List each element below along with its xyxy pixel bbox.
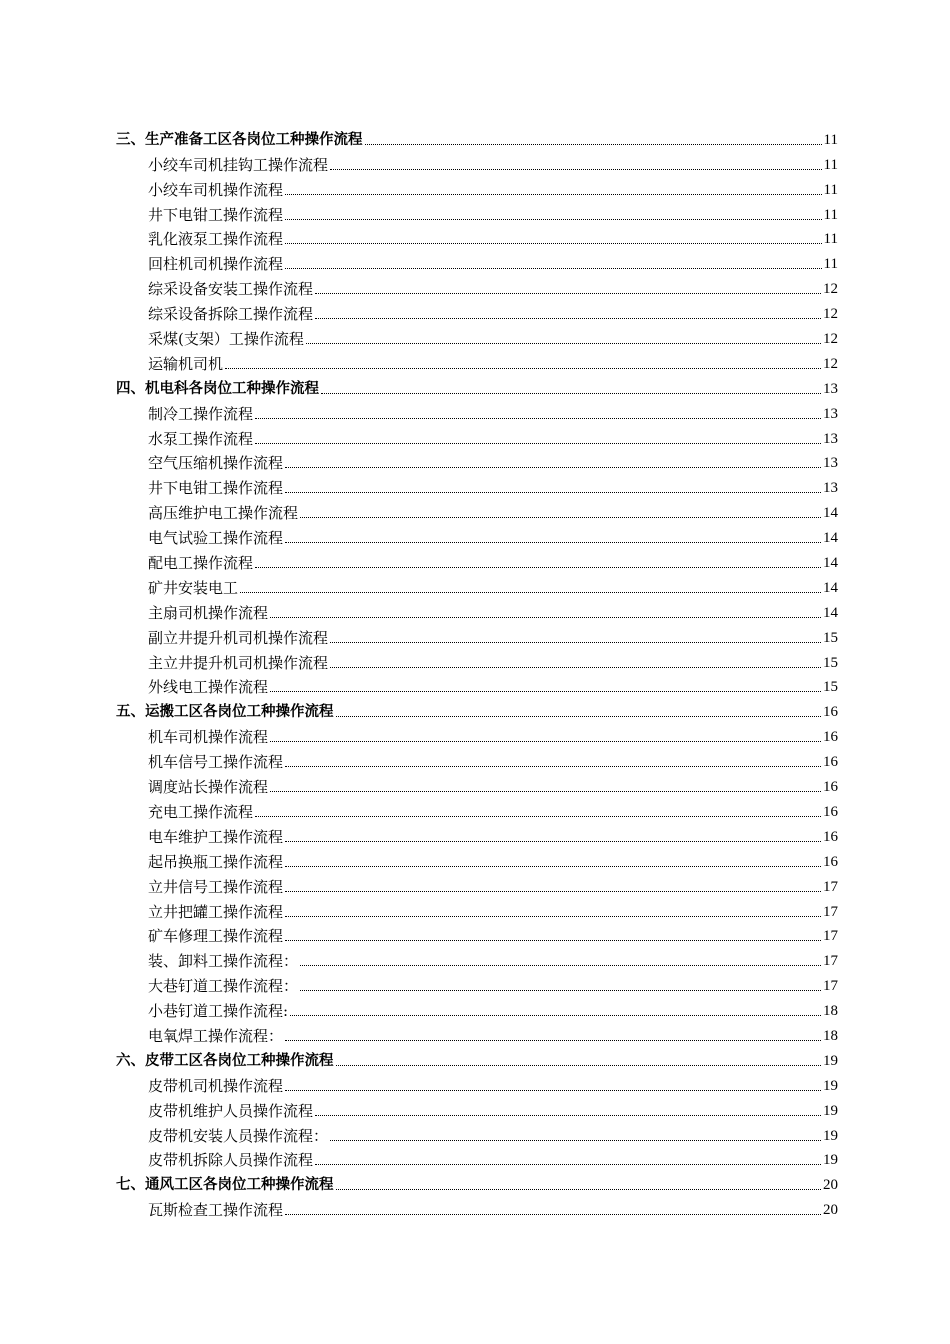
toc-dot-leader bbox=[285, 268, 822, 269]
toc-entry-title: 充电工操作流程 bbox=[148, 802, 254, 821]
toc-page-number: 16 bbox=[823, 779, 838, 796]
toc-dot-leader bbox=[336, 1065, 822, 1066]
toc-dot-leader bbox=[365, 144, 822, 145]
toc-dot-leader bbox=[315, 318, 821, 319]
toc-entry-title: 小绞车司机操作流程 bbox=[148, 180, 284, 199]
toc-page-number: 17 bbox=[823, 878, 838, 895]
toc-dot-leader bbox=[285, 841, 821, 842]
toc-dot-leader bbox=[270, 691, 821, 692]
toc-dot-leader bbox=[255, 567, 821, 568]
toc-entry[interactable] bbox=[116, 547, 838, 572]
toc-entry-title: 主扇司机操作流程 bbox=[148, 603, 269, 622]
toc-entry[interactable] bbox=[116, 1095, 838, 1120]
toc-dot-leader bbox=[285, 243, 822, 244]
toc-entry-title: 乳化液泵工操作流程 bbox=[148, 230, 284, 249]
toc-dot-leader bbox=[315, 1115, 821, 1116]
toc-entry-title: 三、生产准备工区各岗位工种操作流程 bbox=[116, 131, 363, 148]
toc-page-number: 14 bbox=[823, 579, 838, 596]
toc-entry-title: 瓦斯检查工操作流程 bbox=[148, 1201, 284, 1220]
toc-dot-leader bbox=[300, 965, 821, 966]
toc-entry-title: 皮带机维护人员操作流程 bbox=[148, 1101, 314, 1120]
toc-page-number: 20 bbox=[823, 1177, 838, 1194]
toc-page-number: 15 bbox=[823, 629, 838, 646]
toc-entry-title: 水泵工操作流程 bbox=[148, 429, 254, 448]
toc-entry[interactable] bbox=[116, 1020, 838, 1045]
toc-entry[interactable] bbox=[116, 497, 838, 522]
toc-entry-title: 小绞车司机挂钩工操作流程 bbox=[148, 155, 329, 174]
toc-entry-title: 电气试验工操作流程 bbox=[148, 529, 284, 548]
toc-entry[interactable] bbox=[116, 821, 838, 846]
toc-entry-title: 四、机电科各岗位工种操作流程 bbox=[116, 380, 319, 397]
toc-dot-leader bbox=[300, 517, 821, 518]
toc-entry[interactable] bbox=[116, 796, 838, 821]
toc-dot-leader bbox=[285, 891, 821, 892]
toc-page-number: 14 bbox=[823, 604, 838, 621]
toc-entry[interactable] bbox=[116, 746, 838, 771]
toc-page-number: 13 bbox=[823, 405, 838, 422]
toc-entry[interactable] bbox=[116, 871, 838, 896]
toc-page-number: 17 bbox=[823, 953, 838, 970]
toc-entry-title: 机车司机操作流程 bbox=[148, 728, 269, 747]
toc-dot-leader bbox=[285, 194, 822, 195]
toc-entry[interactable] bbox=[116, 398, 838, 423]
toc-dot-leader bbox=[315, 1164, 821, 1165]
toc-page-number: 17 bbox=[823, 978, 838, 995]
toc-entry[interactable] bbox=[116, 721, 838, 746]
toc-entry-title: 调度站长操作流程 bbox=[148, 778, 269, 797]
toc-page-number: 13 bbox=[823, 455, 838, 472]
toc-page-number: 17 bbox=[823, 903, 838, 920]
toc-dot-leader bbox=[285, 219, 822, 220]
toc-entry[interactable] bbox=[116, 174, 838, 199]
toc-section-heading[interactable] bbox=[116, 1045, 838, 1070]
toc-entry-title: 五、运搬工区各岗位工种操作流程 bbox=[116, 704, 334, 721]
toc-entry-title: 矿车修理工操作流程 bbox=[148, 927, 284, 946]
toc-dot-leader bbox=[240, 592, 821, 593]
toc-dot-leader bbox=[285, 766, 821, 767]
toc-entry-title: 皮带机安装人员操作流程： bbox=[148, 1126, 329, 1145]
toc-entry-title: 装、卸料工操作流程： bbox=[148, 952, 299, 971]
toc-entry[interactable] bbox=[116, 970, 838, 995]
toc-entry[interactable] bbox=[116, 472, 838, 497]
toc-page-number: 15 bbox=[823, 679, 838, 696]
toc-entry-title: 电氧焊工操作流程： bbox=[148, 1026, 284, 1045]
toc-page-number: 13 bbox=[823, 480, 838, 497]
toc-page-number: 11 bbox=[823, 156, 838, 173]
toc-entry[interactable] bbox=[116, 273, 838, 298]
toc-entry[interactable] bbox=[116, 248, 838, 273]
toc-dot-leader bbox=[321, 393, 821, 394]
toc-entry[interactable] bbox=[116, 298, 838, 323]
toc-page-number: 12 bbox=[823, 306, 838, 323]
toc-entry-title: 小巷钉道工操作流程: bbox=[148, 1002, 289, 1021]
toc-entry-title: 高压维护电工操作流程 bbox=[148, 504, 299, 523]
toc-entry[interactable] bbox=[116, 423, 838, 448]
toc-dot-leader bbox=[285, 467, 821, 468]
toc-entry[interactable] bbox=[116, 1120, 838, 1145]
toc-entry-title: 七、通风工区各岗位工种操作流程 bbox=[116, 1177, 334, 1194]
toc-entry-title: 起吊换瓶工操作流程 bbox=[148, 852, 284, 871]
toc-dot-leader bbox=[270, 617, 821, 618]
toc-entry[interactable] bbox=[116, 647, 838, 672]
toc-page-number: 12 bbox=[823, 355, 838, 372]
toc-entry[interactable] bbox=[116, 945, 838, 970]
toc-entry[interactable] bbox=[116, 921, 838, 946]
toc-dot-leader bbox=[255, 816, 821, 817]
toc-page-number: 20 bbox=[823, 1202, 838, 1219]
toc-entry[interactable] bbox=[116, 622, 838, 647]
toc-dot-leader bbox=[270, 791, 821, 792]
toc-entry-title: 六、皮带工区各岗位工种操作流程 bbox=[116, 1052, 334, 1069]
toc-page-number: 18 bbox=[823, 1003, 838, 1020]
toc-page-number: 18 bbox=[823, 1027, 838, 1044]
toc-entry[interactable] bbox=[116, 1194, 838, 1219]
toc-entry-title: 立井信号工操作流程 bbox=[148, 877, 284, 896]
toc-page-number: 13 bbox=[823, 380, 838, 397]
toc-dot-leader bbox=[285, 940, 821, 941]
toc-entry[interactable] bbox=[116, 224, 838, 249]
toc-entry-title: 外线电工操作流程 bbox=[148, 678, 269, 697]
toc-dot-leader bbox=[290, 1015, 821, 1016]
toc-dot-leader bbox=[330, 642, 821, 643]
toc-page-number: 12 bbox=[823, 331, 838, 348]
toc-page-number: 15 bbox=[823, 654, 838, 671]
toc-entry-title: 井下电钳工操作流程 bbox=[148, 205, 284, 224]
toc-entry[interactable] bbox=[116, 771, 838, 796]
toc-page-number: 16 bbox=[823, 729, 838, 746]
toc-dot-leader bbox=[315, 293, 821, 294]
toc-page-number: 14 bbox=[823, 505, 838, 522]
toc-entry-title: 副立井提升机司机操作流程 bbox=[148, 628, 329, 647]
toc-page-number: 19 bbox=[823, 1077, 838, 1094]
toc-section-heading[interactable] bbox=[116, 124, 838, 149]
toc-entry-title: 运输机司机 bbox=[148, 354, 224, 373]
toc-dot-leader bbox=[330, 169, 822, 170]
toc-dot-leader bbox=[285, 492, 821, 493]
toc-dot-leader bbox=[285, 916, 821, 917]
toc-dot-leader bbox=[285, 542, 821, 543]
toc-page-number: 16 bbox=[823, 803, 838, 820]
toc-page-number: 16 bbox=[823, 754, 838, 771]
toc-dot-leader bbox=[300, 990, 821, 991]
toc-entry[interactable] bbox=[116, 149, 838, 174]
toc-dot-leader bbox=[336, 716, 822, 717]
toc-entry-title: 立井把罐工操作流程 bbox=[148, 902, 284, 921]
toc-section-heading[interactable] bbox=[116, 696, 838, 721]
toc-page-number: 11 bbox=[823, 206, 838, 223]
toc-entry[interactable] bbox=[116, 1070, 838, 1095]
toc-dot-leader bbox=[330, 667, 821, 668]
toc-entry-title: 回柱机司机操作流程 bbox=[148, 255, 284, 274]
toc-section-heading[interactable] bbox=[116, 373, 838, 398]
toc-dot-leader bbox=[285, 1214, 821, 1215]
toc-entry-title: 采煤(支架）工操作流程 bbox=[148, 330, 304, 349]
toc-dot-leader bbox=[306, 343, 821, 344]
toc-entry-title: 皮带机司机操作流程 bbox=[148, 1076, 284, 1095]
toc-entry-title: 井下电钳工操作流程 bbox=[148, 479, 284, 498]
toc-page-number: 13 bbox=[823, 430, 838, 447]
toc-page-number: 12 bbox=[823, 281, 838, 298]
toc-entry-title: 皮带机拆除人员操作流程 bbox=[148, 1151, 314, 1170]
toc-entry-title: 配电工操作流程 bbox=[148, 554, 254, 573]
toc-dot-leader bbox=[285, 1090, 821, 1091]
toc-dot-leader bbox=[285, 1040, 821, 1041]
toc-page-number: 19 bbox=[823, 1152, 838, 1169]
toc-entry[interactable] bbox=[116, 846, 838, 871]
toc-entry[interactable] bbox=[116, 348, 838, 373]
table-of-contents bbox=[116, 124, 838, 1219]
toc-page-number: 14 bbox=[823, 555, 838, 572]
toc-entry[interactable] bbox=[116, 1145, 838, 1170]
toc-entry[interactable] bbox=[116, 572, 838, 597]
toc-page-number: 16 bbox=[823, 853, 838, 870]
toc-entry-title: 机车信号工操作流程 bbox=[148, 753, 284, 772]
toc-entry-title: 制冷工操作流程 bbox=[148, 404, 254, 423]
toc-entry[interactable] bbox=[116, 995, 838, 1020]
toc-entry-title: 空气压缩机操作流程 bbox=[148, 454, 284, 473]
toc-page-number: 19 bbox=[823, 1102, 838, 1119]
toc-entry-title: 综采设备拆除工操作流程 bbox=[148, 305, 314, 324]
toc-page-number: 16 bbox=[823, 828, 838, 845]
toc-dot-leader bbox=[270, 741, 821, 742]
toc-entry[interactable] bbox=[116, 323, 838, 348]
toc-entry[interactable] bbox=[116, 199, 838, 224]
toc-entry[interactable] bbox=[116, 896, 838, 921]
toc-entry-title: 电车维护工操作流程 bbox=[148, 827, 284, 846]
toc-dot-leader bbox=[225, 368, 821, 369]
toc-section-heading[interactable] bbox=[116, 1169, 838, 1194]
toc-entry-title: 主立井提升机司机操作流程 bbox=[148, 653, 329, 672]
toc-entry-title: 大巷钉道工操作流程： bbox=[148, 977, 299, 996]
toc-entry[interactable] bbox=[116, 672, 838, 697]
toc-dot-leader bbox=[285, 866, 821, 867]
toc-entry[interactable] bbox=[116, 597, 838, 622]
toc-dot-leader bbox=[330, 1140, 821, 1141]
toc-dot-leader bbox=[255, 443, 821, 444]
toc-page-number: 19 bbox=[823, 1127, 838, 1144]
toc-dot-leader bbox=[255, 418, 821, 419]
toc-entry-title: 矿井安装电工 bbox=[148, 578, 239, 597]
toc-page-number: 19 bbox=[823, 1052, 838, 1069]
toc-page-number: 11 bbox=[823, 256, 838, 273]
toc-page-number: 11 bbox=[823, 181, 838, 198]
toc-page-number: 17 bbox=[823, 928, 838, 945]
toc-entry[interactable] bbox=[116, 448, 838, 473]
toc-page-number: 16 bbox=[823, 704, 838, 721]
toc-page-number: 11 bbox=[823, 131, 838, 148]
toc-page-number: 14 bbox=[823, 530, 838, 547]
toc-entry[interactable] bbox=[116, 522, 838, 547]
toc-entry-title: 综采设备安装工操作流程 bbox=[148, 280, 314, 299]
toc-dot-leader bbox=[336, 1189, 822, 1190]
toc-page-number: 11 bbox=[823, 231, 838, 248]
